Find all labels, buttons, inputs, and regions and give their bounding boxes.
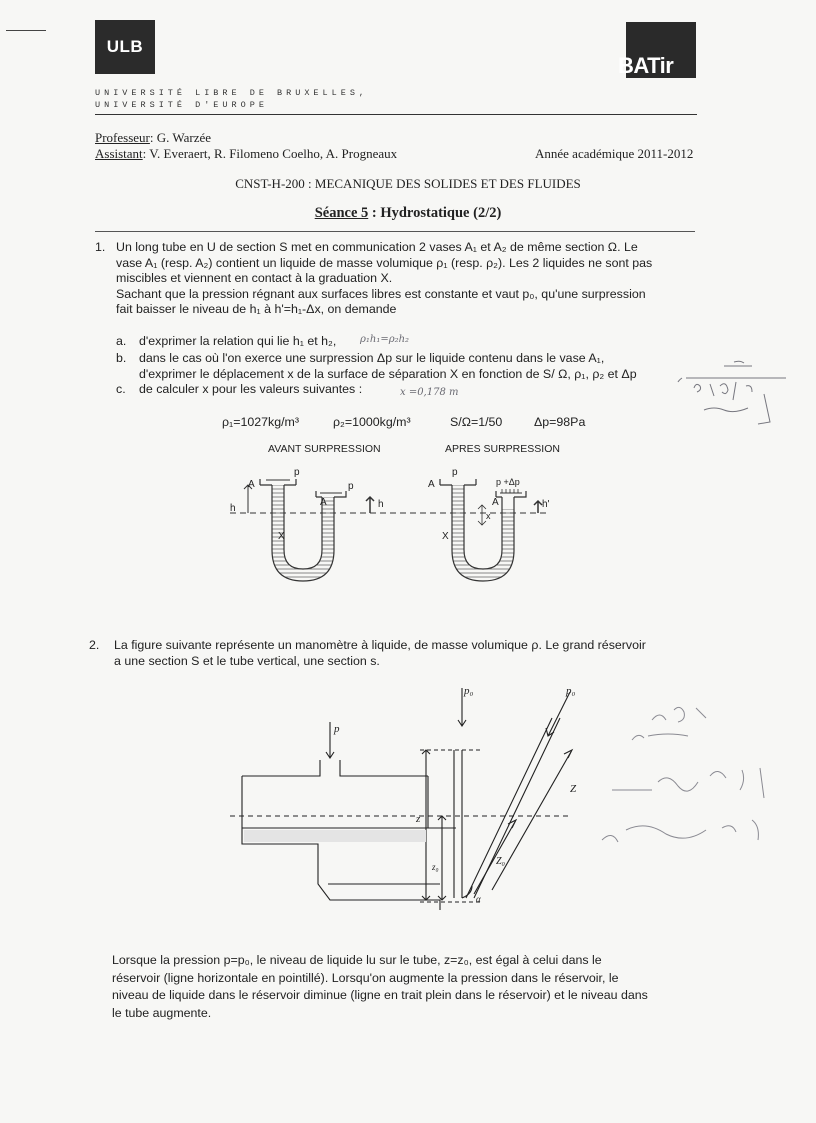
assistant-line — [95, 146, 397, 162]
label-x-left: X — [278, 531, 285, 542]
value-dp: Δp=98Pa — [534, 415, 586, 429]
ex2-para-line-2: réservoir (ligne horizontale en pointillé). Lorsqu'on augmente la pression dans le réservoir, le — [112, 970, 619, 985]
label-alpha: α — [476, 894, 481, 904]
header-rule — [95, 114, 697, 115]
handwritten-answer-c: x =0,178 m — [400, 387, 459, 398]
label-A2-left: A — [248, 479, 255, 490]
vertical-tube — [454, 750, 462, 898]
label-p0-a: p₀ — [464, 685, 474, 697]
session-subtitle: : Hydrostatique (2/2) — [368, 205, 502, 221]
label-h-prime: h' — [542, 499, 550, 510]
academic-year: Année académique 2011-2012 — [535, 146, 694, 161]
university-line-2: UNIVERSITÉ D'EUROPE — [95, 100, 268, 110]
label-x-small: x — [486, 511, 491, 521]
label-p0-right: p — [452, 467, 458, 478]
handwritten-margin-notes — [592, 680, 792, 870]
u-tube-right — [440, 479, 542, 581]
ex1-line-5: fait baisser le niveau de h₁ à h'=h₁-Δx, on demande — [116, 302, 397, 316]
ex2-para-line-4: le tube augmente. — [112, 1005, 212, 1020]
item-b-line-1: dans le cas où l'on exerce une surpression Δp sur le liquide contenu dans le vase A₁, — [139, 351, 605, 365]
value-rho1: ρ₁=1027kg/m³ — [222, 415, 300, 429]
label-A1-right: A — [492, 497, 499, 508]
label-Z0: Z₀ — [496, 856, 506, 867]
exercise-1-number: 1. — [95, 240, 106, 254]
item-a-text: d'exprimer la relation qui lie h₁ et h₂, — [139, 334, 337, 348]
handwritten-margin-formula — [674, 358, 794, 438]
label-p0-dp: p +Δp — [496, 477, 520, 487]
reservoir-top — [242, 760, 428, 776]
batir-logo-text: BATir — [618, 53, 674, 78]
fig-left-title: AVANT SURPRESSION — [268, 443, 381, 455]
item-b-line-2: d'exprimer le déplacement x de la surface de séparation X en fonction de S/ Ω, ρ₁, ρ₂ et Δp — [139, 366, 637, 381]
label-A1-left: A — [320, 497, 327, 508]
professor-label: Professeur — [95, 130, 150, 145]
title-rule — [95, 231, 695, 232]
label-h1: h — [378, 499, 384, 510]
professor-value: : G. Warzée — [149, 130, 212, 145]
item-b-label: b. — [116, 351, 127, 365]
label-x-right: X — [442, 531, 449, 542]
session-title — [0, 205, 816, 222]
item-c-label: c. — [116, 382, 126, 396]
inclined-tube — [466, 718, 560, 898]
item-b-text — [139, 351, 699, 382]
assistant-label: Assistant — [95, 146, 143, 161]
professor-line — [95, 130, 211, 146]
ex1-line-4: Sachant que la pression régnant aux surfaces libres est constante et vaut p₀, qu'une surpression — [116, 286, 646, 301]
item-a-label: a. — [116, 334, 127, 348]
manometer-figure — [230, 680, 610, 920]
value-rho2: ρ₂=1000kg/m³ — [333, 415, 411, 429]
exercise-2-number: 2. — [89, 638, 100, 652]
ex2-para-line-3: niveau de liquide dans le réservoir diminue (ligne en trait plein dans le réservoir) et le niveau dans — [112, 988, 648, 1002]
assistant-value: : V. Everaert, R. Filomeno Coelho, A. Progneaux — [142, 146, 398, 161]
label-h2: h — [230, 503, 236, 514]
label-z0: z₀ — [432, 862, 439, 872]
value-ratio: S/Ω=1/50 — [450, 415, 503, 429]
label-A2-right: A — [428, 479, 435, 490]
university-line-1: UNIVERSITÉ LIBRE DE BRUXELLES, — [95, 88, 369, 98]
u-tube-left — [244, 479, 374, 581]
ex1-line-3: miscibles et viennent en contact à la graduation X. — [116, 271, 393, 285]
exercise-1-statement — [116, 240, 696, 318]
ex1-line-2: vase A₁ (resp. A₂) contient un liquide de masse volumique ρ₁ (resp. ρ₂). Les 2 liquides ne sont pas — [116, 255, 653, 270]
label-Z: Z — [570, 783, 577, 795]
ex2-para-line-1: Lorsque la pression p=p₀, le niveau de liquide lu sur le tube, z=z₀, est égal à celui dans le — [112, 953, 602, 967]
session-label: Séance 5 — [314, 205, 369, 221]
handwritten-answer-a: ρ₁h₁=ρ₂h₂ — [360, 334, 410, 345]
label-z: z — [416, 813, 421, 825]
fig-right-title: APRES SURPRESSION — [445, 443, 560, 455]
exercise-2-paragraph — [112, 952, 697, 1022]
exercise-2-statement — [114, 638, 699, 669]
edge-mark — [6, 30, 46, 31]
batir-logo — [618, 22, 696, 78]
reservoir-body — [242, 776, 440, 910]
ex1-line-1: Un long tube en U de section S met en communication 2 vases A₁ et A₂ de même section Ω. Le — [116, 240, 638, 254]
label-p: p — [334, 723, 340, 735]
course-title: CNST-H-200 : MECANIQUE DES SOLIDES ET DES FLUIDES — [235, 176, 581, 191]
item-c-text: de calculer x pour les valeurs suivantes : — [139, 382, 363, 396]
u-tube-figure — [220, 455, 560, 605]
label-p0-b: p₀ — [566, 685, 576, 697]
label-p0-left-a: p — [294, 467, 300, 478]
ex2-line-1: La figure suivante représente un manomètre à liquide, de masse volumique ρ. Le grand réservoir — [114, 638, 646, 652]
label-p0-left-b: p — [348, 481, 354, 492]
ulb-logo: ULB — [95, 20, 155, 74]
ex2-line-2: a une section S et le tube vertical, une section s. — [114, 653, 380, 668]
